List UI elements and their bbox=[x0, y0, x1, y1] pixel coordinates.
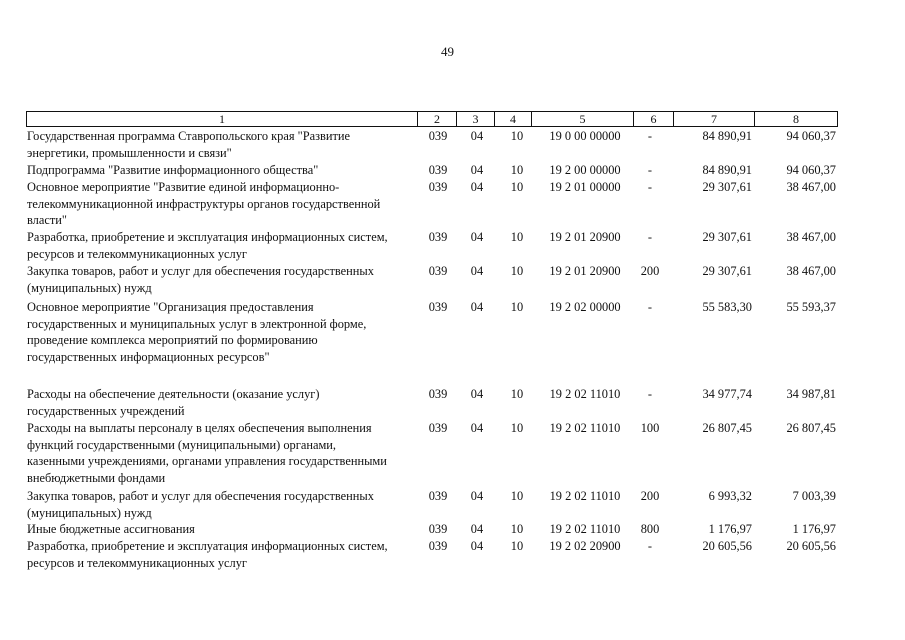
col-5-target-code: 19 2 02 11010 bbox=[549, 522, 621, 536]
col-8-amount: 26 807,45 bbox=[786, 421, 836, 435]
row-name-line: Иные бюджетные ассигнования bbox=[27, 522, 195, 536]
col-4-subsection: 10 bbox=[510, 300, 524, 314]
col-7-amount: 26 807,45 bbox=[702, 421, 752, 435]
col-5-target-code: 19 0 00 00000 bbox=[549, 129, 621, 143]
col-5-target-code: 19 2 01 00000 bbox=[549, 180, 621, 194]
col-8-amount: 38 467,00 bbox=[786, 230, 836, 244]
col-6-expense-type: - bbox=[647, 163, 653, 177]
col-6-expense-type: - bbox=[647, 180, 653, 194]
row-name bbox=[27, 299, 419, 365]
col-3-section: 04 bbox=[470, 387, 484, 401]
col-8-amount: 1 176,97 bbox=[792, 522, 836, 536]
col-7-amount: 1 176,97 bbox=[708, 522, 752, 536]
column-header-5: 5 bbox=[531, 112, 633, 126]
row-name-line: внебюджетными фондами bbox=[27, 470, 166, 485]
row-name-line: ресурсов и телекоммуникационных услуг bbox=[27, 246, 248, 261]
col-4-subsection: 10 bbox=[510, 180, 524, 194]
table-header-row bbox=[26, 111, 838, 127]
row-name bbox=[27, 179, 419, 229]
row-name bbox=[27, 420, 419, 486]
col-2-ministry: 039 bbox=[428, 489, 448, 503]
col-3-section: 04 bbox=[470, 539, 484, 553]
col-2-ministry: 039 bbox=[428, 522, 448, 536]
col-3-section: 04 bbox=[470, 522, 484, 536]
column-header-4: 4 bbox=[494, 112, 531, 126]
column-header-8: 8 bbox=[754, 112, 837, 126]
col-2-ministry: 039 bbox=[428, 163, 448, 177]
col-6-expense-type: - bbox=[647, 539, 653, 553]
row-name-line: казенными учреждениями, органами управления государственными bbox=[27, 454, 387, 468]
row-name-line: государственных учреждений bbox=[27, 403, 185, 418]
col-3-section: 04 bbox=[470, 163, 484, 177]
row-name-line: энергетики, промышленности и связи" bbox=[27, 145, 232, 160]
col-5-target-code: 19 2 00 00000 bbox=[549, 163, 621, 177]
row-name-line: Расходы на обеспечение деятельности (оказание услуг) bbox=[27, 387, 320, 401]
col-2-ministry: 039 bbox=[428, 129, 448, 143]
row-name bbox=[27, 128, 419, 161]
row-name-line: Закупка товаров, работ и услуг для обеспечения государственных bbox=[27, 264, 374, 278]
col-5-target-code: 19 2 02 11010 bbox=[549, 489, 621, 503]
col-3-section: 04 bbox=[470, 300, 484, 314]
row-name bbox=[27, 386, 419, 419]
col-6-expense-type: - bbox=[647, 230, 653, 244]
col-2-ministry: 039 bbox=[428, 539, 448, 553]
col-6-expense-type: - bbox=[647, 387, 653, 401]
col-8-amount: 38 467,00 bbox=[786, 264, 836, 278]
column-header-2: 2 bbox=[417, 112, 456, 126]
row-name-line: ресурсов и телекоммуникационных услуг bbox=[27, 555, 248, 570]
column-header-7: 7 bbox=[673, 112, 754, 126]
col-5-target-code: 19 2 01 20900 bbox=[549, 230, 621, 244]
col-5-target-code: 19 2 02 20900 bbox=[549, 539, 621, 553]
col-4-subsection: 10 bbox=[510, 539, 524, 553]
row-name-line: функций государственными (муниципальными) органами, bbox=[27, 437, 337, 452]
col-2-ministry: 039 bbox=[428, 180, 448, 194]
row-name-line: Основное мероприятие "Развитие единой информационно- bbox=[27, 180, 340, 194]
row-name-line: Разработка, приобретение и эксплуатация информационных систем, bbox=[27, 230, 388, 244]
col-8-amount: 20 605,56 bbox=[786, 539, 836, 553]
col-5-target-code: 19 2 02 00000 bbox=[549, 300, 621, 314]
col-6-expense-type: 200 bbox=[640, 489, 660, 503]
col-7-amount: 29 307,61 bbox=[702, 180, 752, 194]
col-8-amount: 34 987,81 bbox=[786, 387, 836, 401]
col-8-amount: 55 593,37 bbox=[786, 300, 836, 314]
row-name-line: государственных информационных ресурсов" bbox=[27, 349, 270, 364]
col-8-amount: 38 467,00 bbox=[786, 180, 836, 194]
col-6-expense-type: 800 bbox=[640, 522, 660, 536]
col-8-amount: 94 060,37 bbox=[786, 129, 836, 143]
column-header-3: 3 bbox=[456, 112, 494, 126]
col-7-amount: 84 890,91 bbox=[702, 129, 752, 143]
col-8-amount: 94 060,37 bbox=[786, 163, 836, 177]
col-3-section: 04 bbox=[470, 230, 484, 244]
row-name-line: Расходы на выплаты персоналу в целях обеспечения выполнения bbox=[27, 421, 372, 435]
row-name-line: проведение комплекса мероприятий по формированию bbox=[27, 333, 318, 347]
col-7-amount: 55 583,30 bbox=[702, 300, 752, 314]
row-name-line: государственных и муниципальных услуг в электронной форме, bbox=[27, 316, 367, 331]
col-3-section: 04 bbox=[470, 264, 484, 278]
row-name-line: власти" bbox=[27, 213, 67, 227]
col-6-expense-type: 200 bbox=[640, 264, 660, 278]
col-2-ministry: 039 bbox=[428, 230, 448, 244]
col-4-subsection: 10 bbox=[510, 230, 524, 244]
col-3-section: 04 bbox=[470, 129, 484, 143]
col-3-section: 04 bbox=[470, 489, 484, 503]
col-8-amount: 7 003,39 bbox=[792, 489, 836, 503]
col-2-ministry: 039 bbox=[428, 264, 448, 278]
row-name-line: Государственная программа Ставропольского края "Развитие bbox=[27, 129, 351, 143]
row-name-line: Разработка, приобретение и эксплуатация информационных систем, bbox=[27, 539, 388, 553]
col-2-ministry: 039 bbox=[428, 300, 448, 314]
col-6-expense-type: 100 bbox=[640, 421, 660, 435]
col-5-target-code: 19 2 01 20900 bbox=[549, 264, 621, 278]
col-7-amount: 20 605,56 bbox=[702, 539, 752, 553]
col-3-section: 04 bbox=[470, 421, 484, 435]
col-7-amount: 34 977,74 bbox=[702, 387, 752, 401]
col-4-subsection: 10 bbox=[510, 163, 524, 177]
row-name bbox=[27, 229, 419, 262]
col-5-target-code: 19 2 02 11010 bbox=[549, 421, 621, 435]
col-6-expense-type: - bbox=[647, 129, 653, 143]
col-7-amount: 29 307,61 bbox=[702, 264, 752, 278]
col-6-expense-type: - bbox=[647, 300, 653, 314]
row-name-line: Закупка товаров, работ и услуг для обеспечения государственных bbox=[27, 489, 374, 503]
col-7-amount: 6 993,32 bbox=[708, 489, 752, 503]
page-number: 49 bbox=[441, 44, 454, 59]
row-name-line: Основное мероприятие "Организация предоставления bbox=[27, 300, 314, 314]
row-name-line: Подпрограмма "Развитие информационного общества" bbox=[27, 163, 319, 177]
col-2-ministry: 039 bbox=[428, 421, 448, 435]
row-name bbox=[27, 521, 419, 538]
col-7-amount: 29 307,61 bbox=[702, 230, 752, 244]
row-name-line: (муниципальных) нужд bbox=[27, 505, 152, 520]
row-name bbox=[27, 538, 419, 571]
col-4-subsection: 10 bbox=[510, 489, 524, 503]
col-2-ministry: 039 bbox=[428, 387, 448, 401]
col-4-subsection: 10 bbox=[510, 421, 524, 435]
row-name-line: телекоммуникационной инфраструктуры органов государственной bbox=[27, 196, 381, 211]
row-name bbox=[27, 263, 419, 296]
col-4-subsection: 10 bbox=[510, 129, 524, 143]
col-7-amount: 84 890,91 bbox=[702, 163, 752, 177]
col-5-target-code: 19 2 02 11010 bbox=[549, 387, 621, 401]
column-header-6: 6 bbox=[633, 112, 673, 126]
row-name bbox=[27, 162, 419, 179]
col-3-section: 04 bbox=[470, 180, 484, 194]
column-header-1: 1 bbox=[219, 112, 225, 126]
col-4-subsection: 10 bbox=[510, 264, 524, 278]
row-name bbox=[27, 488, 419, 521]
col-4-subsection: 10 bbox=[510, 387, 524, 401]
col-4-subsection: 10 bbox=[510, 522, 524, 536]
row-name-line: (муниципальных) нужд bbox=[27, 280, 152, 295]
